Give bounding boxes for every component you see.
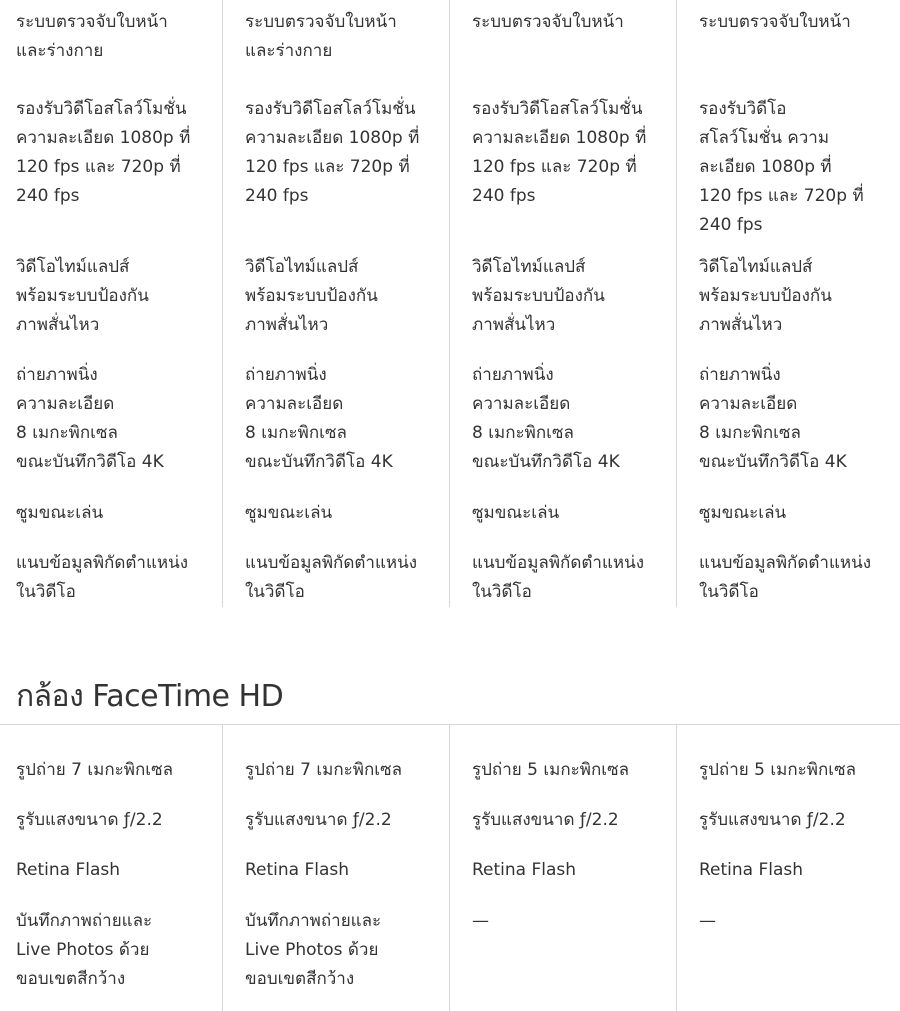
spec-line: พร้อมระบบป้องกัน [16, 286, 149, 306]
spec-line: พร้อมระบบป้องกัน [245, 286, 378, 306]
spec-line: รูรับแสงขนาด ƒ/2.2 [245, 810, 392, 830]
spec-line: ถ่ายภาพนิ่ง [699, 365, 781, 385]
spec-cell [245, 499, 449, 549]
spec-line: ในวิดีโอ [699, 582, 759, 602]
spec-line: รูรับแสงขนาด ƒ/2.2 [699, 810, 846, 830]
spec-cell [472, 806, 676, 856]
spec-cell [16, 361, 222, 499]
facetime-column-2 [222, 725, 449, 1011]
spec-line: รองรับวิดีโอ [699, 99, 787, 119]
spec-cell [699, 499, 900, 549]
spec-line: 8 เมกะพิกเซล [245, 423, 347, 443]
spec-line: ในวิดีโอ [245, 582, 305, 602]
spec-cell [245, 95, 449, 253]
spec-cell [245, 806, 449, 856]
facetime-features-grid [0, 725, 900, 1011]
spec-line: บันทึกภาพถ่ายและ [16, 911, 153, 931]
spec-line: ขณะบันทึกวิดีโอ 4K [472, 452, 620, 472]
spec-cell [472, 499, 676, 549]
spec-line: ระบบตรวจจับใบหน้า [472, 12, 624, 32]
spec-cell [16, 499, 222, 549]
facetime-column-1 [0, 725, 222, 1011]
video-column-1 [0, 0, 222, 607]
spec-cell [16, 8, 222, 95]
spec-line: ภาพสั่นไหว [699, 315, 783, 335]
spec-line: รองรับวิดีโอสโลว์โมชั่น [245, 99, 416, 119]
spec-line: รูรับแสงขนาด ƒ/2.2 [16, 810, 163, 830]
spec-cell [16, 856, 222, 907]
spec-line: ถ่ายภาพนิ่ง [245, 365, 327, 385]
spec-cell [472, 756, 676, 806]
spec-cell [699, 253, 900, 361]
spec-line: 120 fps และ 720p ที่ [472, 157, 637, 177]
spec-line: — [699, 911, 716, 931]
spec-line: รูปถ่าย 5 เมกะพิกเซล [472, 760, 630, 780]
spec-line: ภาพสั่นไหว [472, 315, 556, 335]
spec-line: ระบบตรวจจับใบหน้า [16, 12, 168, 32]
spec-line: ซูมขณะเล่น [245, 503, 333, 523]
spec-cell [16, 253, 222, 361]
spec-line: 240 fps [16, 186, 80, 206]
spec-line: วิดีโอไทม์แลปส์ [16, 257, 130, 277]
spec-line: และร่างกาย [16, 41, 104, 61]
spec-cell [16, 806, 222, 856]
spec-cell [699, 907, 900, 936]
spec-line: แนบข้อมูลพิกัดตำแหน่ง [245, 553, 418, 573]
spec-cell [16, 756, 222, 806]
spec-line: ซูมขณะเล่น [472, 503, 560, 523]
spec-line: 8 เมกะพิกเซล [16, 423, 118, 443]
facetime-section-title: กล้อง FaceTime HD [16, 679, 284, 714]
spec-line: 240 fps [472, 186, 536, 206]
spec-line: แนบข้อมูลพิกัดตำแหน่ง [16, 553, 189, 573]
spec-cell [16, 95, 222, 253]
facetime-column-3 [449, 725, 676, 1011]
spec-line: ความละเอียด 1080p ที่ [16, 128, 191, 148]
spec-line: 120 fps และ 720p ที่ [699, 186, 864, 206]
spec-line: Live Photos ด้วย [245, 940, 379, 960]
spec-line: Retina Flash [472, 860, 577, 880]
spec-cell [699, 549, 900, 607]
spec-line: รูปถ่าย 7 เมกะพิกเซล [245, 760, 403, 780]
spec-line: รูปถ่าย 5 เมกะพิกเซล [699, 760, 857, 780]
spec-cell [245, 361, 449, 499]
spec-cell [699, 756, 900, 806]
spec-line: สโลว์โมชั่น ความ [699, 128, 830, 148]
spec-line: Retina Flash [699, 860, 804, 880]
spec-cell [472, 856, 676, 907]
spec-cell [699, 8, 900, 95]
spec-cell [472, 549, 676, 607]
spec-line: วิดีโอไทม์แลปส์ [245, 257, 359, 277]
spec-cell [472, 95, 676, 253]
spec-line: รองรับวิดีโอสโลว์โมชั่น [16, 99, 187, 119]
spec-line: ซูมขณะเล่น [16, 503, 104, 523]
video-column-2 [222, 0, 449, 607]
spec-cell [245, 856, 449, 907]
spec-line: บันทึกภาพถ่ายและ [245, 911, 382, 931]
spec-line: ความละเอียด [16, 394, 115, 414]
spec-line: ความละเอียด [245, 394, 344, 414]
spec-line: 8 เมกะพิกเซล [472, 423, 574, 443]
spec-line: ขอบเขตสีกว้าง [245, 969, 355, 989]
spec-line: Live Photos ด้วย [16, 940, 150, 960]
spec-line: วิดีโอไทม์แลปส์ [472, 257, 586, 277]
spec-line: Retina Flash [245, 860, 350, 880]
spec-line: แนบข้อมูลพิกัดตำแหน่ง [699, 553, 872, 573]
spec-line: แนบข้อมูลพิกัดตำแหน่ง [472, 553, 645, 573]
spec-line: ขณะบันทึกวิดีโอ 4K [245, 452, 393, 472]
spec-cell [16, 549, 222, 607]
spec-cell [245, 8, 449, 95]
spec-line: ความละเอียด 1080p ที่ [245, 128, 420, 148]
spec-line: ระบบตรวจจับใบหน้า [245, 12, 397, 32]
spec-cell [699, 361, 900, 499]
spec-line: ละเอียด 1080p ที่ [699, 157, 832, 177]
video-column-4 [676, 0, 900, 607]
spec-line: พร้อมระบบป้องกัน [699, 286, 832, 306]
spec-line: Retina Flash [16, 860, 121, 880]
spec-line: ความละเอียด 1080p ที่ [472, 128, 647, 148]
spec-line: ในวิดีโอ [472, 582, 532, 602]
spec-line: ภาพสั่นไหว [245, 315, 329, 335]
spec-line: ในวิดีโอ [16, 582, 76, 602]
spec-line: 120 fps และ 720p ที่ [245, 157, 410, 177]
spec-cell [472, 253, 676, 361]
spec-line: รูปถ่าย 7 เมกะพิกเซล [16, 760, 174, 780]
spec-line: ถ่ายภาพนิ่ง [472, 365, 554, 385]
spec-line: 120 fps และ 720p ที่ [16, 157, 181, 177]
spec-line: 240 fps [699, 215, 763, 235]
spec-cell [699, 856, 900, 907]
spec-line: พร้อมระบบป้องกัน [472, 286, 605, 306]
spec-line: ระบบตรวจจับใบหน้า [699, 12, 851, 32]
spec-line: 8 เมกะพิกเซล [699, 423, 801, 443]
spec-line: ขอบเขตสีกว้าง [16, 969, 126, 989]
spec-line: วิดีโอไทม์แลปส์ [699, 257, 813, 277]
spec-line: — [472, 911, 489, 931]
spec-cell [472, 907, 676, 936]
spec-cell [245, 549, 449, 607]
spec-line: ถ่ายภาพนิ่ง [16, 365, 98, 385]
spec-cell [16, 907, 222, 994]
spec-line: ขณะบันทึกวิดีโอ 4K [699, 452, 847, 472]
spec-line: 240 fps [245, 186, 309, 206]
spec-line: และร่างกาย [245, 41, 333, 61]
spec-line: รูรับแสงขนาด ƒ/2.2 [472, 810, 619, 830]
spec-line: ความละเอียด [699, 394, 798, 414]
spec-cell [245, 756, 449, 806]
spec-cell [472, 8, 676, 95]
spec-line: ความละเอียด [472, 394, 571, 414]
video-column-3 [449, 0, 676, 607]
spec-cell [245, 907, 449, 994]
spec-cell [699, 806, 900, 856]
spec-line: ภาพสั่นไหว [16, 315, 100, 335]
spec-line: ขณะบันทึกวิดีโอ 4K [16, 452, 164, 472]
spec-line: รองรับวิดีโอสโลว์โมชั่น [472, 99, 643, 119]
facetime-column-4 [676, 725, 900, 1011]
spec-cell [245, 253, 449, 361]
spec-line: ซูมขณะเล่น [699, 503, 787, 523]
spec-cell [699, 95, 900, 253]
spec-cell [472, 361, 676, 499]
